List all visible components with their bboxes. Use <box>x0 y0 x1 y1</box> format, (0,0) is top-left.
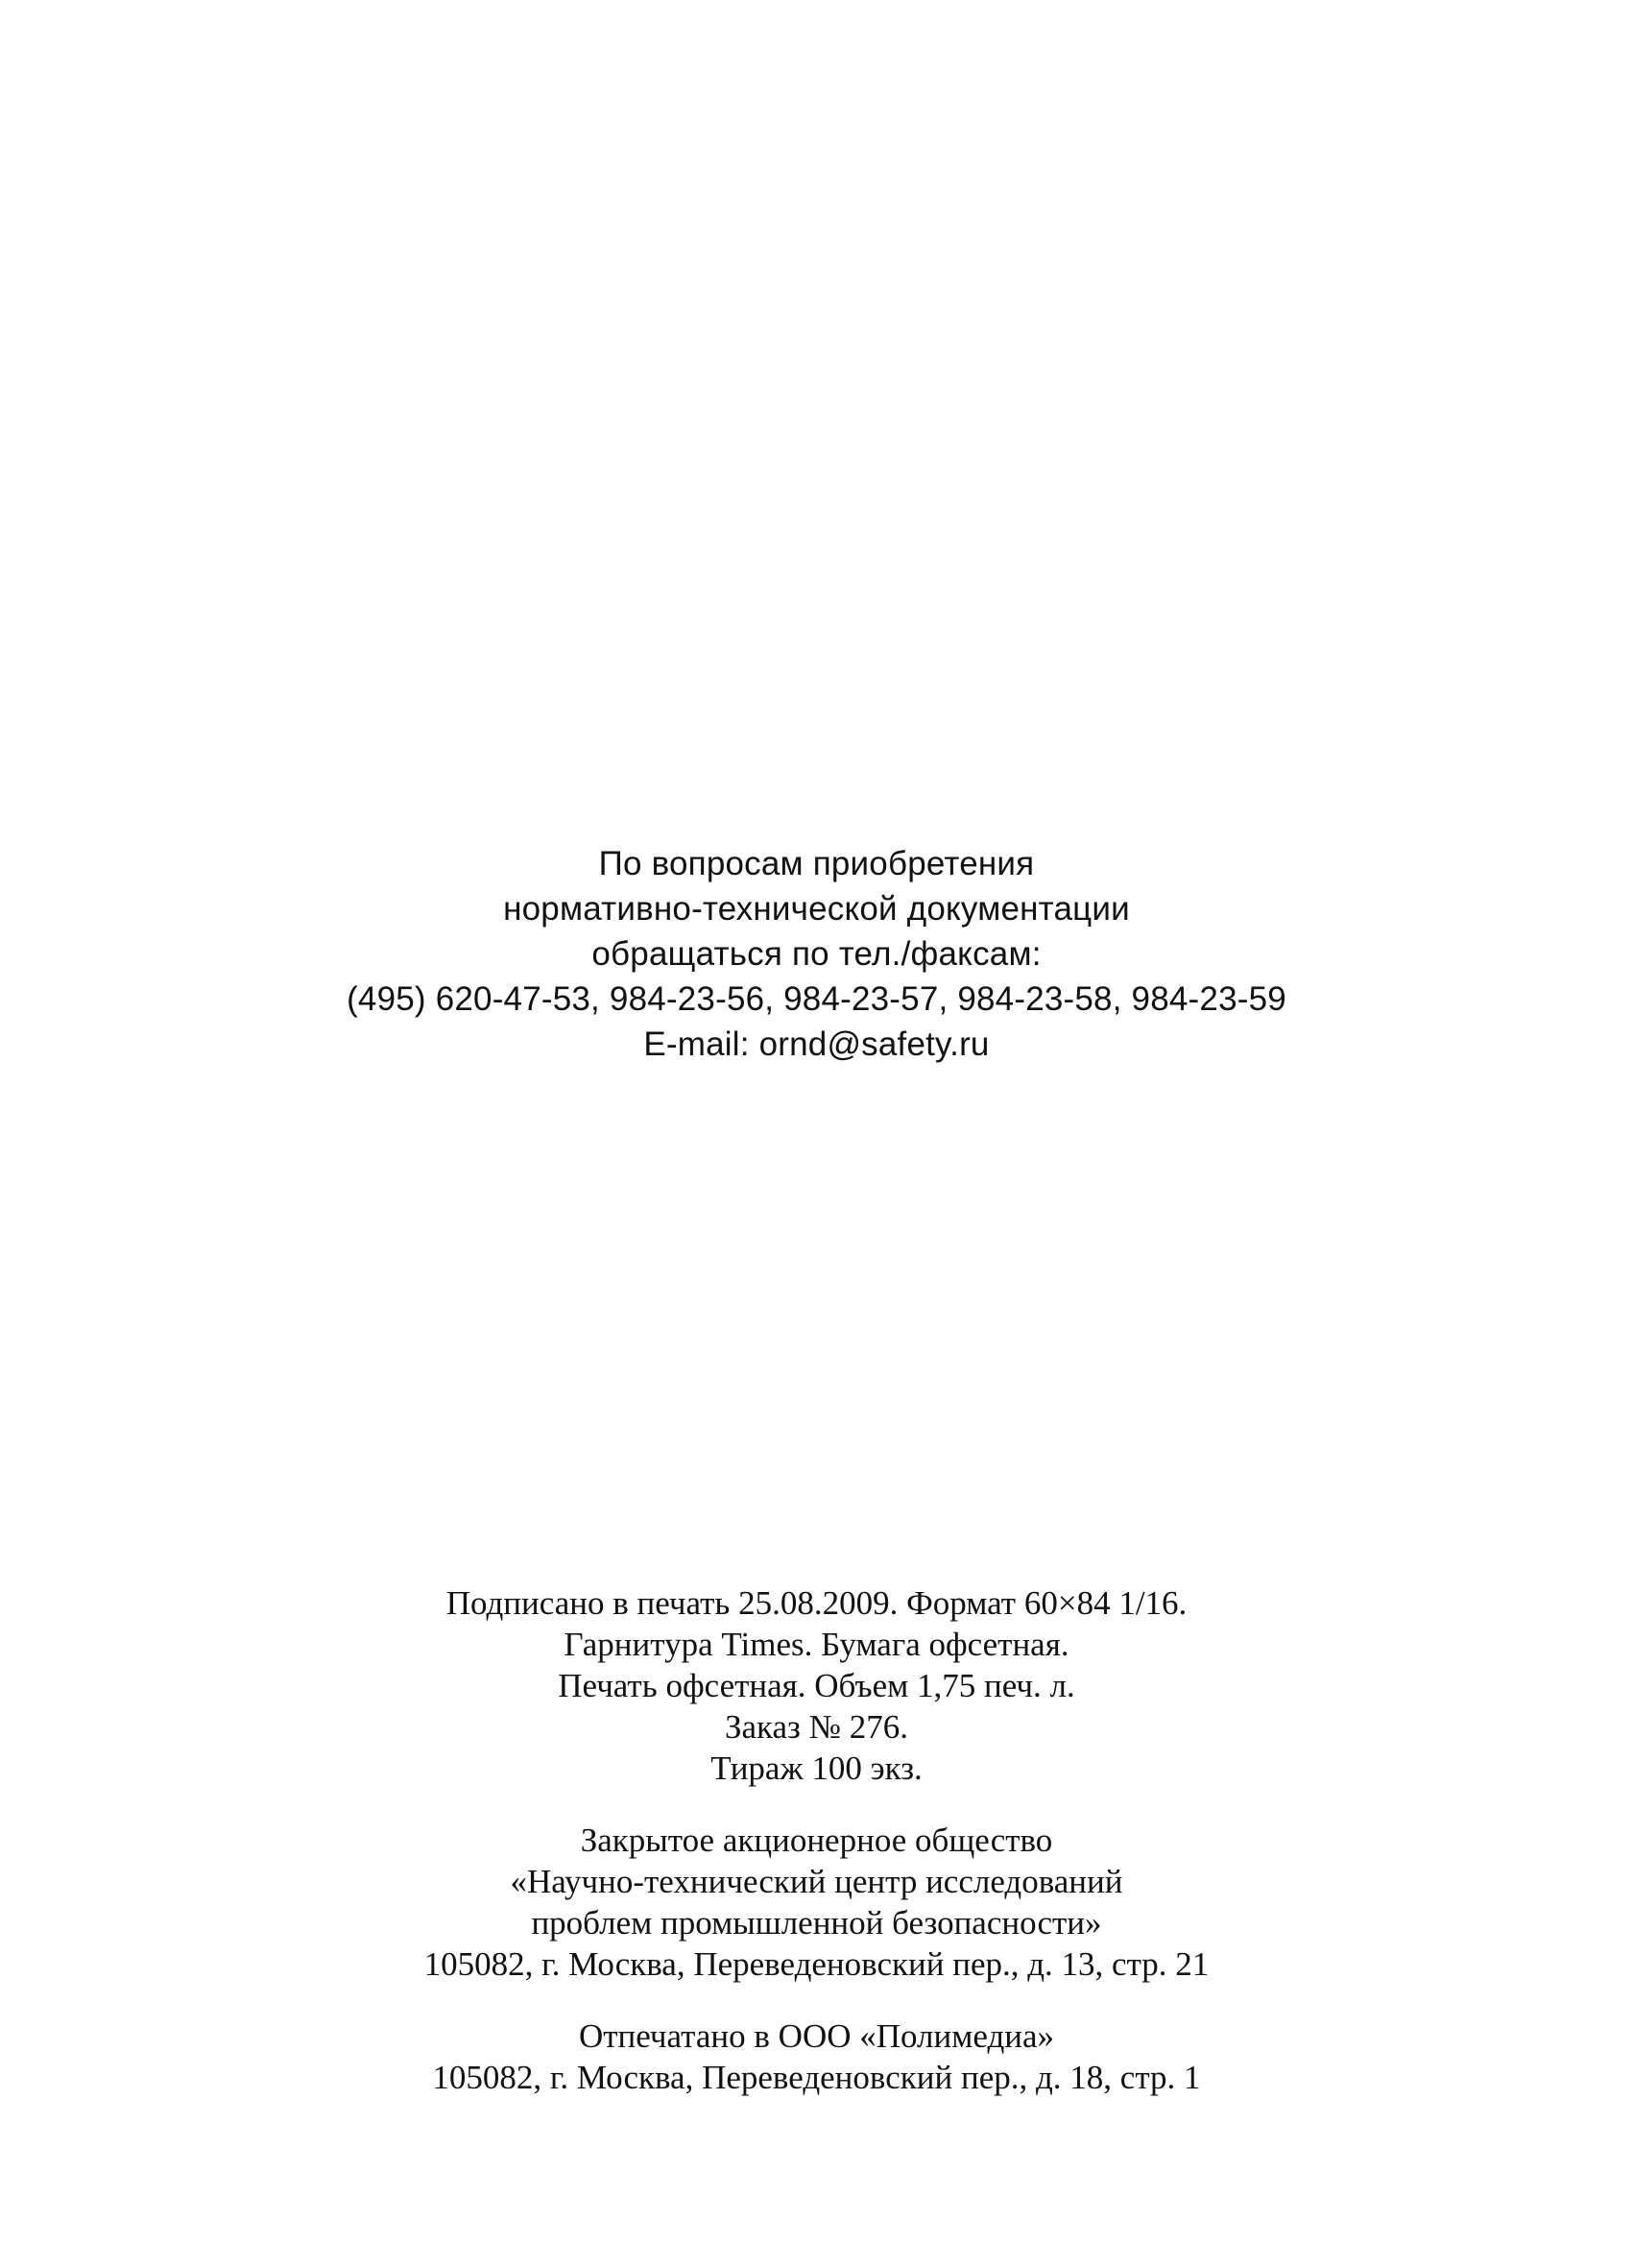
printer-address: 105082, г. Москва, Переведеновский пер., д. 18, стр. 1 <box>432 2059 1201 2096</box>
printer-block <box>0 2015 1633 2098</box>
print-order-number: Заказ № 276. <box>724 1708 909 1746</box>
publisher-block <box>0 1820 1633 1985</box>
contact-email: E-mail: ornd@safety.ru <box>643 1025 990 1063</box>
print-info-block <box>0 1582 1633 1789</box>
publisher-address: 105082, г. Москва, Переведеновский пер., д. 13, стр. 21 <box>423 1945 1210 1983</box>
print-signed-date-format: Подписано в печать 25.08.2009. Формат 60×84 1/16. <box>445 1584 1188 1622</box>
contact-phone-numbers: (495) 620-47-53, 984-23-56, 984-23-57, 984-23-58, 984-23-59 <box>347 980 1286 1018</box>
contact-line-documentation: нормативно-технической документации <box>503 890 1130 928</box>
publisher-name-line2: проблем промышленной безопасности» <box>531 1904 1102 1942</box>
publisher-name-line1: «Научно-технический центр исследований <box>510 1863 1123 1900</box>
printer-name: Отпечатано в ООО «Полимедиа» <box>578 2017 1055 2055</box>
print-run: Тираж 100 экз. <box>710 1749 923 1787</box>
contact-info-block <box>0 841 1633 1067</box>
contact-line-purchase: По вопросам приобретения <box>598 845 1035 882</box>
publisher-type: Закрытое акционерное общество <box>580 1822 1053 1859</box>
contact-line-phone-label: обращаться по тел./факсам: <box>591 935 1042 973</box>
print-typeface-paper: Гарнитура Times. Бумага офсетная. <box>564 1626 1069 1663</box>
print-method-volume: Печать офсетная. Объем 1,75 печ. л. <box>558 1667 1075 1704</box>
